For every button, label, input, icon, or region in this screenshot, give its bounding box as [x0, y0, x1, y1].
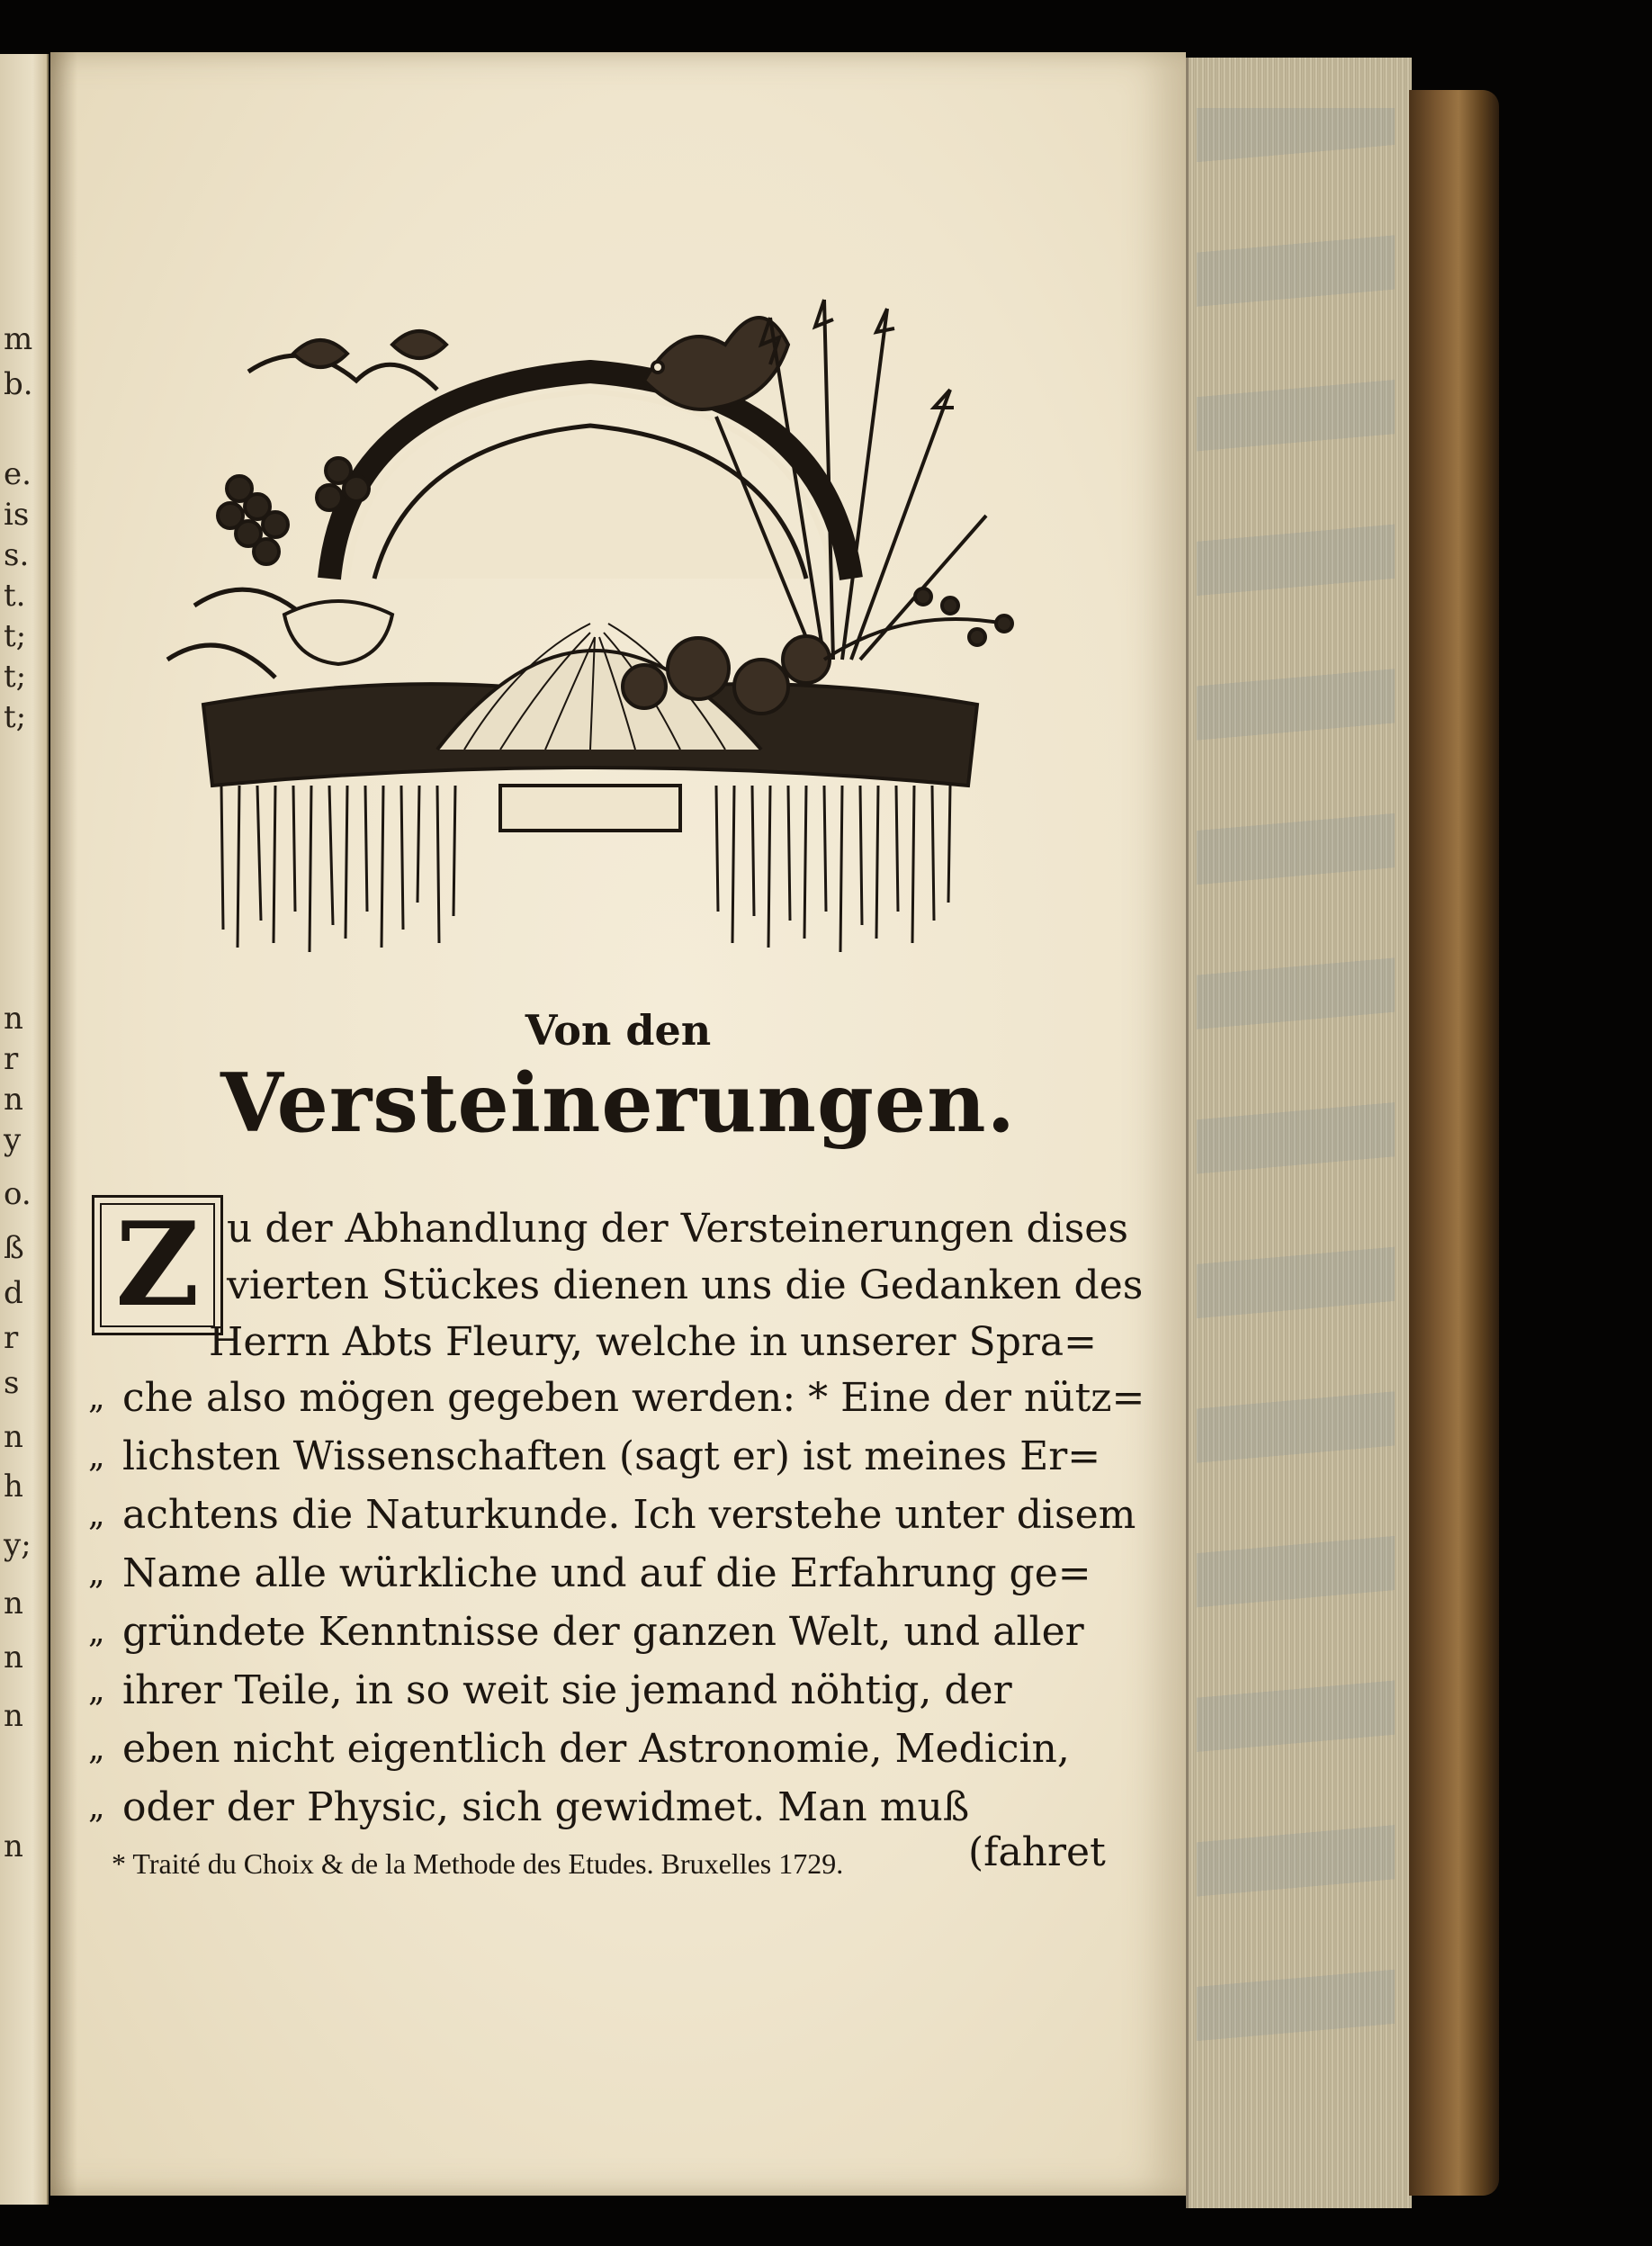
text-line: che also mögen gegeben werden: * Eine der nütz= — [122, 1375, 1145, 1421]
left-page-fragment: n — [4, 1082, 23, 1118]
left-page-fragment: t. — [4, 578, 26, 614]
left-page-fragment: e. — [4, 456, 31, 492]
left-page-fragment: r — [4, 1041, 19, 1077]
catchword: (fahret — [968, 1829, 1106, 1875]
left-page-fragment: n — [4, 1001, 23, 1037]
left-page-fragment: r — [4, 1320, 19, 1356]
text-line: oder der Physic, sich gewidmet. Man muß — [122, 1784, 970, 1830]
text-line: lichsten Wissenschaften (sagt er) ist meines Er= — [122, 1433, 1101, 1479]
heading-title: Versteinerungen. — [220, 1056, 1016, 1151]
quote-mark: „ — [88, 1789, 105, 1826]
footnote: * Traité du Choix & de la Methode des Etudes. Bruxelles 1729. — [112, 1847, 844, 1880]
quote-mark: „ — [88, 1438, 105, 1475]
text-line: vierten Stückes dienen uns die Gedanken des — [227, 1262, 1144, 1308]
left-page-fragment: t; — [4, 659, 27, 695]
text-line: Name alle würkliche und auf die Erfahrung ge= — [122, 1550, 1091, 1596]
text-line: achtens die Naturkunde. Ich verstehe unter disem — [122, 1492, 1136, 1538]
left-page-fragment: h — [4, 1469, 23, 1505]
text-line: ihrer Teile, in so weit sie jemand nöhtig, der — [122, 1667, 1012, 1713]
left-page-fragment: b. — [4, 366, 33, 402]
page-edge-stain — [1197, 108, 1395, 2088]
quote-mark: „ — [88, 1379, 105, 1416]
left-page-fragment: s — [4, 1365, 20, 1401]
book-page — [50, 52, 1186, 2196]
left-page-fragment: t; — [4, 699, 27, 735]
decorated-initial: Z — [92, 1195, 223, 1335]
left-page-fragment: y — [4, 1122, 22, 1158]
left-page-fragment: o. — [4, 1176, 31, 1212]
leather-cover — [1409, 90, 1499, 2196]
text-line: gründete Kenntnisse der ganzen Welt, und aller — [122, 1609, 1084, 1655]
text-line: u der Abhandlung der Versteinerungen dises — [227, 1206, 1128, 1252]
left-page-fragment: s. — [4, 537, 30, 573]
woodcut-vignette — [140, 282, 1031, 966]
left-page-fragment: t; — [4, 618, 27, 654]
text-line: eben nicht eigentlich der Astronomie, Medicin, — [122, 1726, 1070, 1772]
quote-mark: „ — [88, 1496, 105, 1533]
quote-mark: „ — [88, 1613, 105, 1650]
quote-mark: „ — [88, 1672, 105, 1709]
quote-mark: „ — [88, 1555, 105, 1592]
left-page-fragment: d — [4, 1275, 23, 1311]
left-page-fragment: y; — [4, 1527, 31, 1563]
text-line: Herrn Abts Fleury, welche in unserer Spra= — [209, 1319, 1097, 1365]
heading-subtitle: Von den — [525, 1006, 712, 1055]
left-facing-page — [0, 54, 49, 2205]
left-page-fragment: n — [4, 1640, 23, 1676]
left-page-fragment: n — [4, 1586, 23, 1622]
left-page-fragment: n — [4, 1828, 23, 1864]
left-page-fragment: n — [4, 1419, 23, 1455]
left-page-fragment: n — [4, 1698, 23, 1734]
left-page-fragment: is — [4, 497, 30, 533]
left-page-fragment: m — [4, 321, 33, 357]
quote-mark: „ — [88, 1730, 105, 1767]
left-page-fragment: ß — [4, 1230, 24, 1266]
